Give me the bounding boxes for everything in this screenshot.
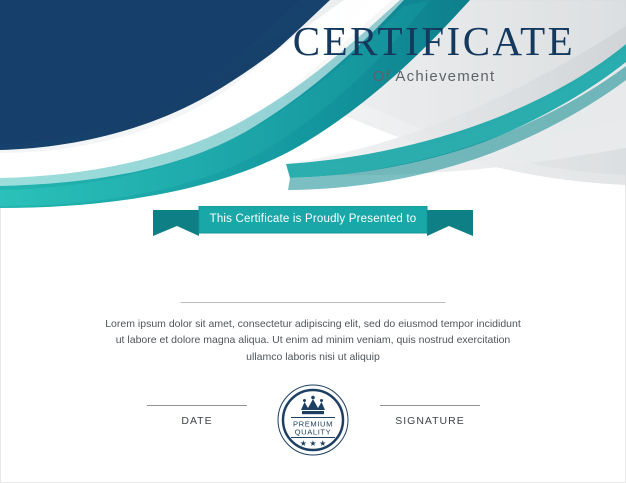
seal-line-1: PREMIUM xyxy=(292,419,334,429)
ribbon-label: This Certificate is Proudly Presented to xyxy=(209,213,417,225)
date-line xyxy=(147,405,247,406)
signature-line xyxy=(380,405,480,406)
recipient-name-line xyxy=(181,302,446,303)
page-title: CERTIFICATE xyxy=(292,18,576,64)
signature-label: SIGNATURE xyxy=(395,415,465,427)
signature-row xyxy=(0,405,626,455)
seal-line-2: QUALITY xyxy=(294,427,332,437)
certificate-title-block xyxy=(284,20,584,85)
signature-block xyxy=(355,405,505,427)
date-label: DATE xyxy=(181,415,213,427)
seal-stars: ★ ★ ★ xyxy=(299,439,327,448)
presented-to-ribbon xyxy=(153,206,473,248)
page-subtitle: Of Achievement xyxy=(372,68,496,86)
body-paragraph: Lorem ipsum dolor sit amet, consectetur adipiscing elit, sed do eiusmod tempor incididunt ut labore et dolore magna aliqua. Ut enim ad minim veniam, quis nostrud exercitation ullamco laboris nisi ut aliquip xyxy=(105,318,521,363)
date-signature-block xyxy=(122,405,272,427)
